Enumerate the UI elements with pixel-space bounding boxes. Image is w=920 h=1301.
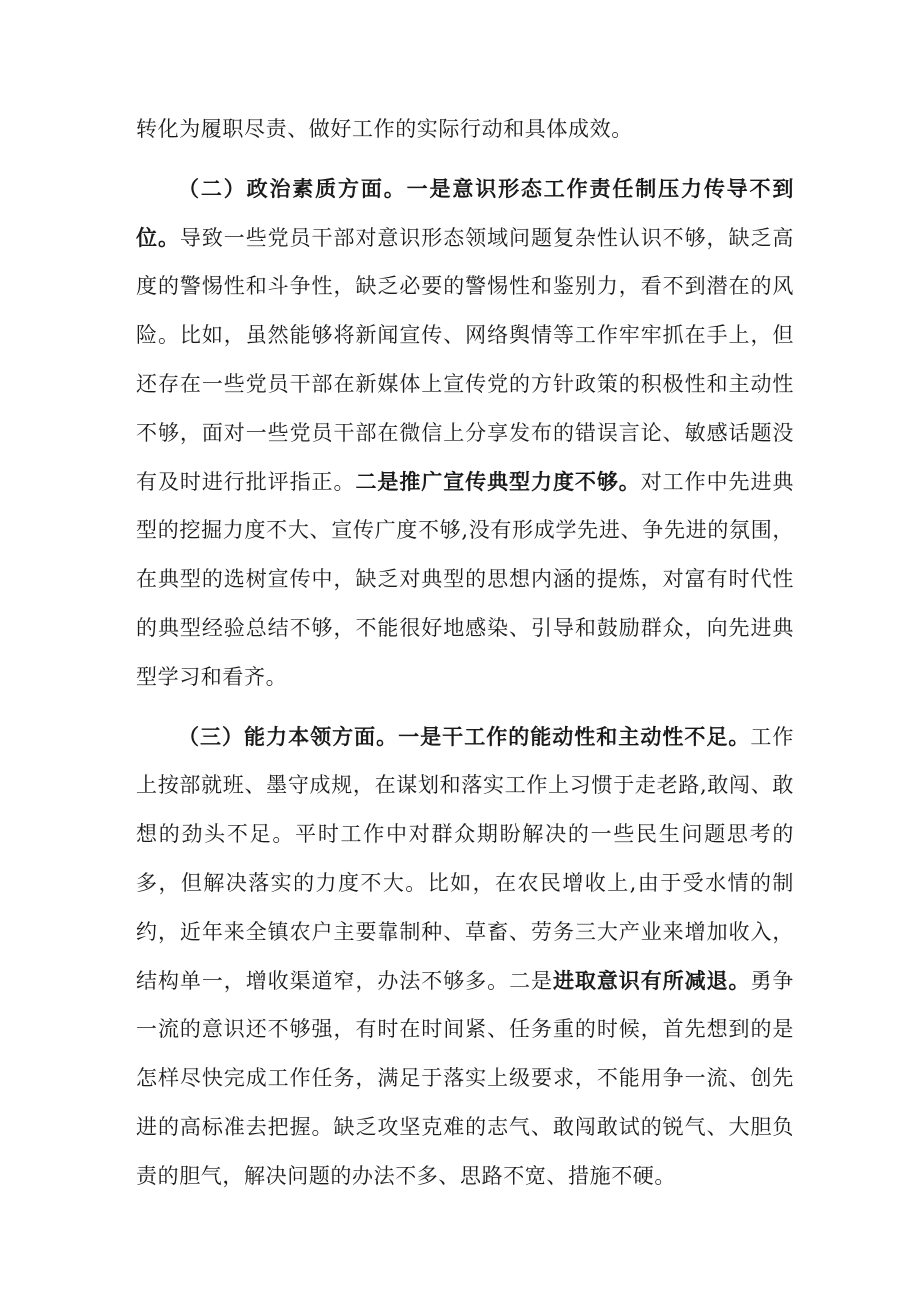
paragraph-ability: [136, 713, 794, 1201]
point-body: 勇争一流的意识还不够强，有时在时间紧、任务重的时候，首先想到的是怎样尽快完成工作任务，满足于落实上级要求，不能用争一流、创先进的高标准去把握。缺乏攻坚克难的志气、敢闯敢试的锐气、大胆负责的胆气，解决问题的办法不多、思路不宽、措施不硬。: [136, 968, 794, 1188]
paragraph-continuation: [136, 105, 794, 154]
point-heading: 一是意识形态工作责任制压力传导不到位。: [136, 176, 795, 250]
point-prefix: 二是: [509, 968, 553, 993]
point-heading: 一是干工作的能动性和主动性不足。: [398, 724, 751, 749]
paragraph-political-quality: [136, 165, 794, 702]
section-heading-ability: （三）能力本领方面。: [178, 724, 399, 749]
point-body: 工作上按部就班、墨守成规，在谋划和落实工作上习惯于走老路,敢闯、敢想的劲头不足。平时工作中对群众期盼解决的一些民生问题思考的多，但解决落实的力度不大。比如，在农民增收上,由于受水情的制约，近年来全镇农户主要靠制种、草畜、劳务三大产业来增加收入，结构单一，增收渠道窄，办法不够多。: [136, 724, 795, 993]
point-heading: 二是推广宣传典型力度不够。: [355, 469, 641, 494]
section-heading-political: （二）政治素质方面。: [178, 176, 407, 201]
point-body: 导致一些党员干部对意识形态领域问题复杂性认识不够，缺乏高度的警惕性和斗争性，缺乏必要的警惕性和鉴别力，看不到潜在的风险。比如，虽然能够将新闻宣传、网络舆情等工作牢牢抓在手上，但还存在一些党员干部在新媒体上宣传党的方针政策的积极性和主动性不够，面对一些党员干部在微信上分享发布的错误言论、敏感话题没有及时进行批评指正。: [136, 225, 794, 494]
point-heading: 进取意识有所减退。: [552, 968, 751, 993]
continuation-text: 转化为履职尽责、做好工作的实际行动和具体成效。: [136, 117, 633, 141]
paragraph-gap: [136, 154, 794, 165]
point-body: 对工作中先进典型的挖掘力度不大、宣传广度不够,没有形成学先进、争先进的氛围，在典型的选树宣传中，缺乏对典型的思想内涵的提炼，对富有时代性的典型经验总结不够，不能很好地感染、引导和鼓励群众，向先进典型学习和看齐。: [136, 469, 794, 689]
document-body: [136, 105, 794, 1201]
paragraph-gap: [136, 702, 794, 713]
